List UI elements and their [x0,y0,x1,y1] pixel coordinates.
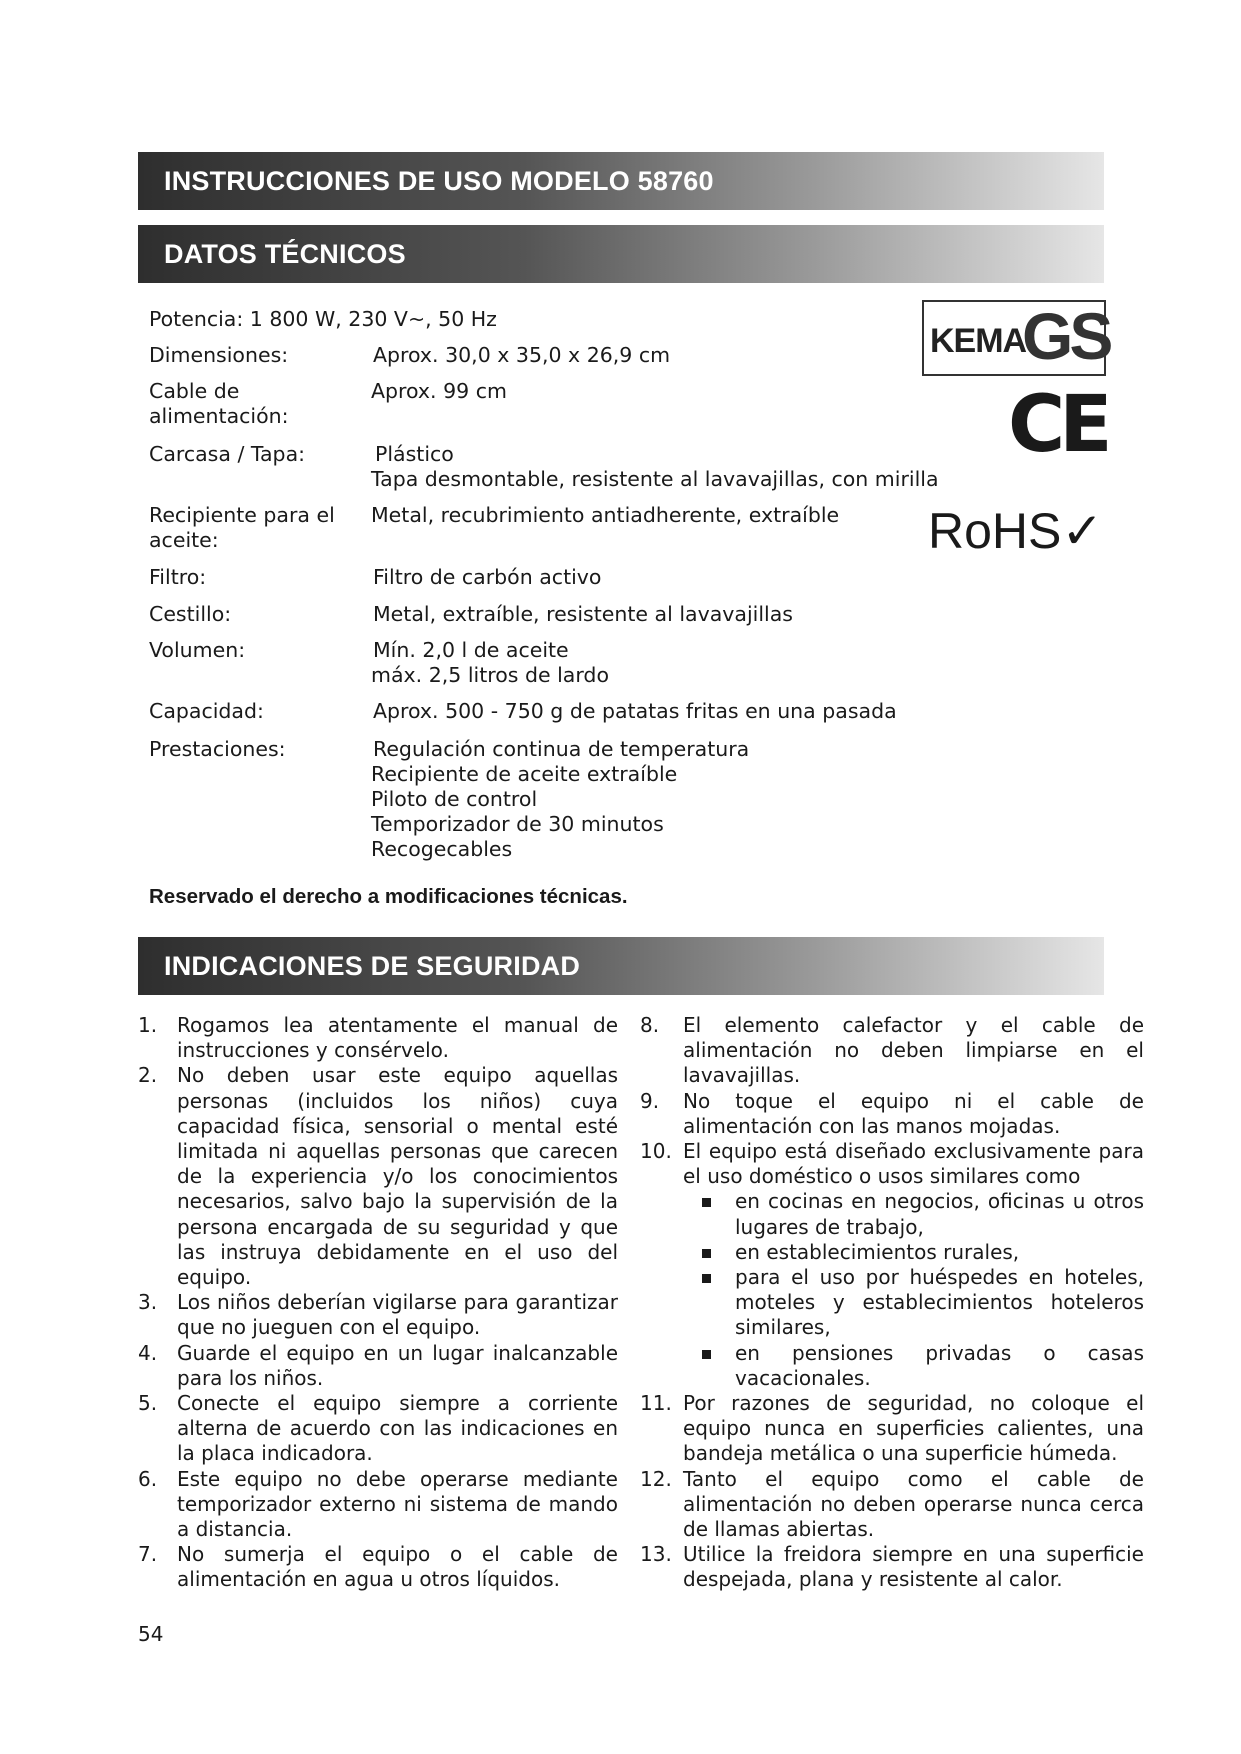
section-header-technical-data: DATOS TÉCNICOS [138,225,1104,283]
kema-gs-logo [922,299,1110,376]
page-title: INSTRUCCIONES DE USO MODELO 58760 [138,152,1104,210]
list-number: 12. [640,1466,672,1491]
list-text: El elemento calefactor y el cable de alimentación no deben limpiarse en el lavavajillas. [683,1013,1144,1088]
list-text: Los niños deberían vigilarse para garantizar que no jueguen con el equipo. [177,1290,618,1340]
list-item [138,1467,618,1543]
spec-value: Metal, recubrimiento antiadherente, extraíble [371,503,840,527]
spec-value [371,737,749,862]
list-number: 5. [138,1391,158,1416]
bullet-icon [702,1249,711,1258]
spec-value-line: Tapa desmontable, resistente al lavavajillas, con mirilla [371,467,939,491]
spec-value: Metal, extraíble, resistente al lavavajillas [373,602,793,626]
bullet-icon [702,1198,711,1207]
list-number: 10. [640,1139,672,1164]
feature-item: Recogecables [371,837,513,861]
list-number: 3. [138,1290,158,1315]
list-text: No deben usar este equipo aquellas personas (incluidos los niños) cuya capacidad física, sensorial o mental esté limitada ni aquellas personas que carecen de la experiencia y/o los conocimientos necesarios, salvo bajo la supervisión de la persona encargada de su seguridad y que las instruya debidamente en el uso del equipo. [177,1063,618,1290]
list-text: No toque el equipo ni el cable de alimentación con las manos mojadas. [683,1088,1144,1138]
list-item [640,1542,1144,1592]
list-text: Por razones de seguridad, no coloque el equipo nunca en superficies calientes, una bandeja metálica o una superficie húmeda. [683,1391,1144,1466]
spec-label: Filtro: [149,565,207,589]
list-item [640,1139,1144,1189]
spec-value [371,442,939,492]
list-item [640,1013,1144,1089]
spec-label-line: aceite: [149,528,219,552]
list-number: 13. [640,1542,672,1567]
bullet-item [640,1265,1144,1341]
spec-label: Dimensiones: [149,343,289,367]
spec-label: Capacidad: [149,699,264,723]
spec-power [149,307,497,332]
feature-item: Temporizador de 30 minutos [371,812,664,836]
feature-item: Piloto de control [371,787,538,811]
list-number: 2. [138,1063,158,1088]
spec-value [371,638,609,688]
spec-value-line: Plástico [375,442,454,466]
safety-list-left [138,1013,618,1593]
kema-text: KEMA [930,322,1027,360]
safety-list-right [640,1013,1144,1593]
spec-label-line: Recipiente para el [149,503,335,527]
list-number: 4. [138,1340,158,1365]
spec-value: Aprox. 500 - 750 g de patatas fritas en una pasada [373,699,897,723]
spec-value-line: máx. 2,5 litros de lardo [371,663,609,687]
list-item [138,1542,618,1592]
spec-value-line: Mín. 2,0 l de aceite [373,638,569,662]
page-number: 54 [138,1622,164,1646]
list-text: No sumerja el equipo o el cable de alimentación en agua u otros líquidos. [177,1542,618,1592]
feature-item: Regulación continua de temperatura [373,737,750,761]
feature-item: Recipiente de aceite extraíble [371,762,678,786]
spec-label-line: alimentación: [149,404,289,428]
list-text: El equipo está diseñado exclusivamente para el uso doméstico o usos similares como [683,1139,1144,1189]
list-text: Tanto el equipo como el cable de alimentación no deben operarse nunca cerca de llamas abiertas. [683,1466,1144,1542]
list-text: Este equipo no debe operarse mediante temporizador externo ni sistema de mando a distancia. [177,1466,618,1542]
bullet-item [640,1240,1144,1265]
list-item [138,1341,618,1391]
spec-label: Carcasa / Tapa: [149,442,306,466]
list-number: 9. [640,1088,660,1113]
spec-label-line: Cable de [149,379,240,403]
ce-mark-logo: CE [1008,380,1107,470]
list-number: 7. [138,1542,158,1567]
list-text: Conecte el equipo siempre a corriente alterna de acuerdo con las indicaciones en la placa indicadora. [177,1391,618,1466]
bullet-text: en establecimientos rurales, [735,1239,1020,1264]
list-item [640,1467,1144,1543]
list-text: Guarde el equipo en un lugar inalcanzable para los niños. [177,1340,618,1390]
bullet-item [640,1341,1144,1391]
gs-text: GS [1022,299,1110,373]
spec-value: Filtro de carbón activo [373,565,602,589]
bullet-text: en pensiones privadas o casas vacacionales. [735,1340,1144,1390]
rohs-logo: RoHS✓ [928,503,1104,559]
bullet-item [640,1189,1144,1239]
list-number: 8. [640,1013,660,1037]
list-item [640,1089,1144,1139]
list-item [138,1290,618,1340]
bullet-icon [702,1274,711,1283]
spec-label: Prestaciones: [149,737,286,761]
list-item [138,1013,618,1063]
list-text: Utilice la freidora siempre en una superficie despejada, plana y resistente al calor. [683,1542,1144,1592]
spec-label [149,503,359,553]
spec-value: Aprox. 30,0 x 35,0 x 26,9 cm [373,343,671,367]
bullet-text: para el uso por huéspedes en hoteles, moteles y establecimientos hoteleros similares, [735,1265,1144,1340]
list-number: 1. [138,1013,158,1037]
list-text: Rogamos lea atentamente el manual de instrucciones y consérvelo. [177,1013,618,1063]
spec-power-text: Potencia: 1 800 W, 230 V~, 50 Hz [149,307,497,331]
reserved-rights-note: Reservado el derecho a modificaciones técnicas. [149,885,628,908]
list-item [138,1391,618,1467]
spec-label: Cestillo: [149,602,232,626]
list-item [138,1063,618,1290]
spec-label: Volumen: [149,638,246,662]
section-header-safety: INDICACIONES DE SEGURIDAD [138,937,1104,995]
list-item [640,1391,1144,1467]
list-number: 6. [138,1466,158,1491]
spec-label [149,379,359,429]
spec-value: Aprox. 99 cm [371,379,507,403]
list-number: 11. [640,1391,672,1416]
bullet-text: en cocinas en negocios, oficinas u otros lugares de trabajo, [735,1189,1144,1239]
bullet-icon [702,1350,711,1359]
